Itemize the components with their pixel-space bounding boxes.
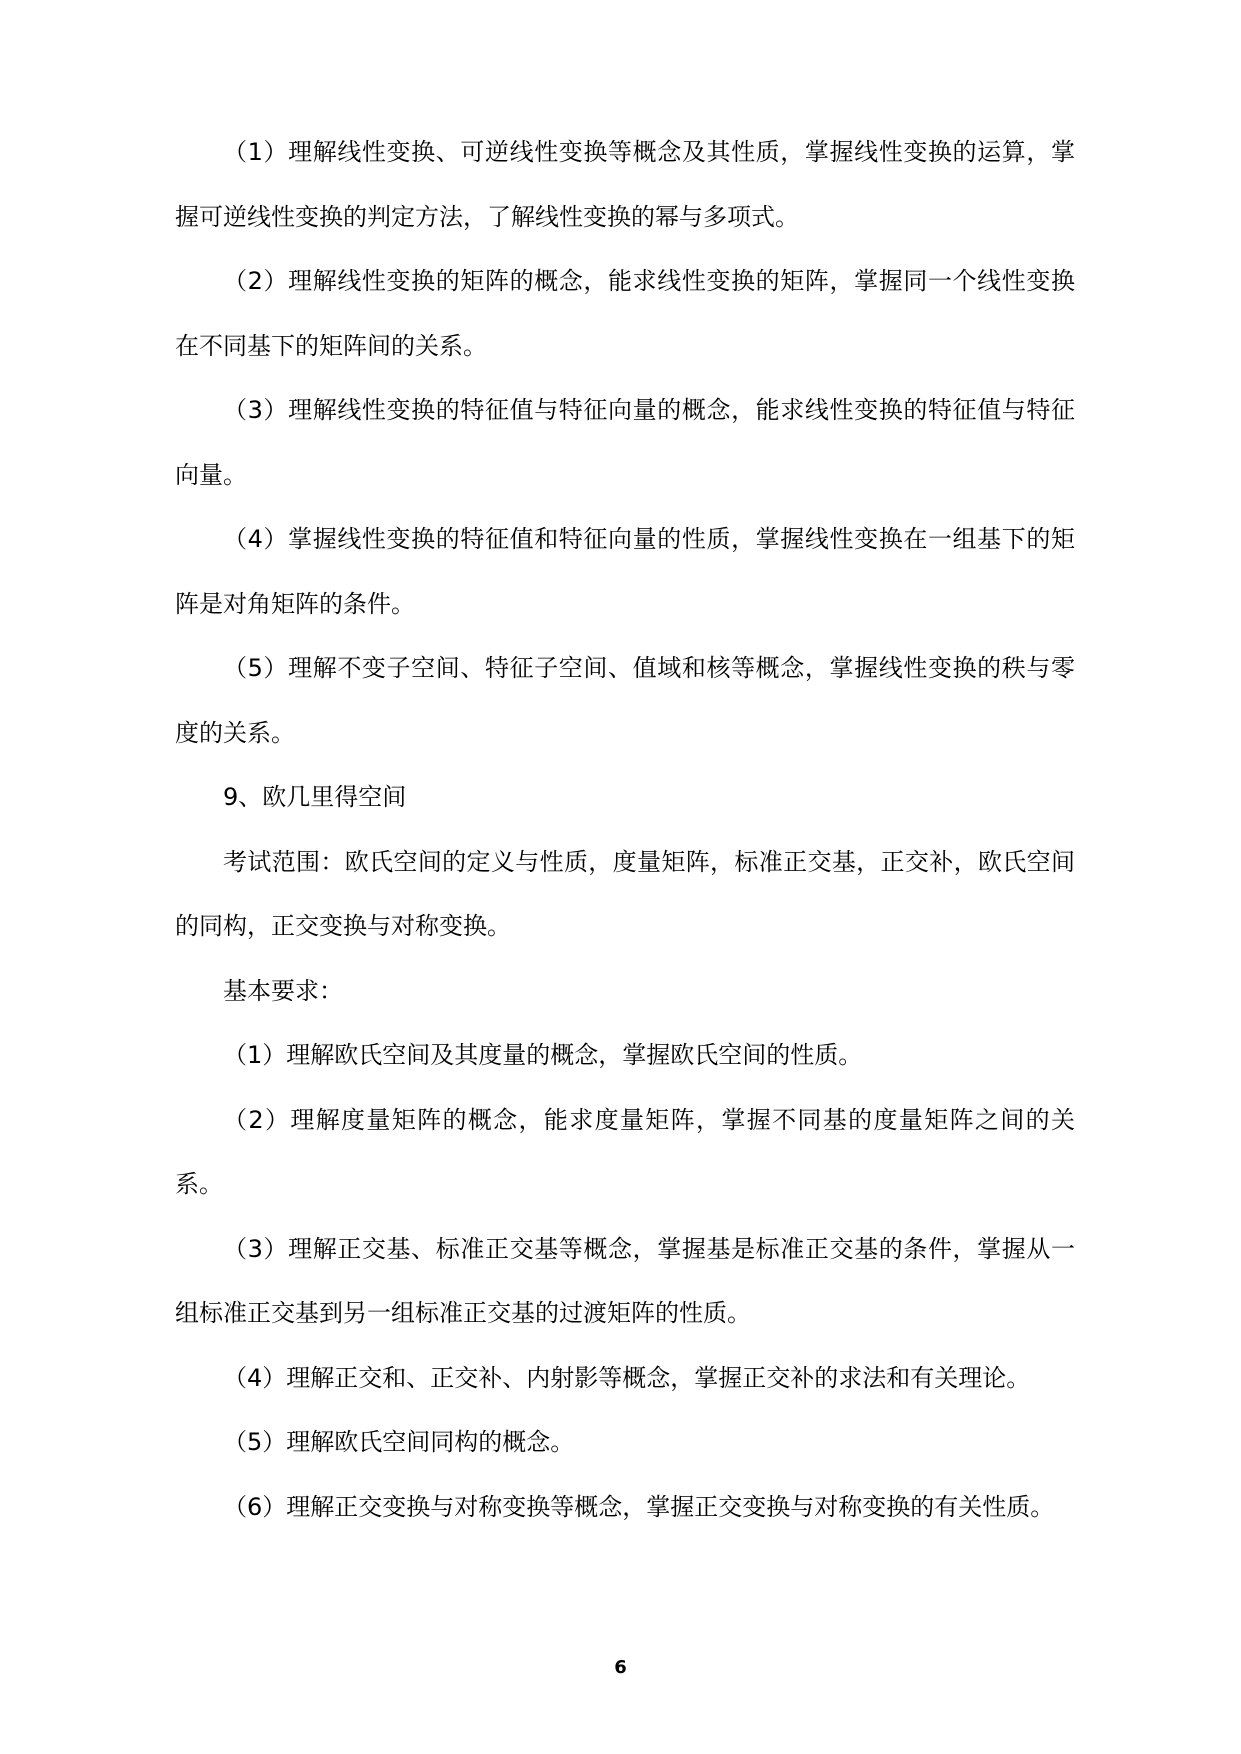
document-body	[175, 120, 1075, 1539]
paragraph-linear-transform-4: （4）掌握线性变换的特征值和特征向量的性质，掌握线性变换在一组基下的矩阵是对角矩阵的条件。	[175, 525, 1075, 618]
paragraph-linear-transform-2: （2）理解线性变换的矩阵的概念，能求线性变换的矩阵，掌握同一个线性变换在不同基下的矩阵间的关系。	[175, 267, 1075, 360]
paragraph-basic-requirements-label: 基本要求：	[223, 976, 343, 1005]
page-number: 6	[614, 1657, 627, 1678]
section-heading-euclidean-space: 9、欧几里得空间	[223, 783, 407, 811]
paragraph-linear-transform-3: （3）理解线性变换的特征值与特征向量的概念，能求线性变换的特征值与特征向量。	[175, 396, 1075, 489]
paragraph-linear-transform-5: （5）理解不变子空间、特征子空间、值域和核等概念，掌握线性变换的秩与零度的关系。	[175, 654, 1075, 747]
paragraph-euclidean-3: （3）理解正交基、标准正交基等概念，掌握基是标准正交基的条件，掌握从一组标准正交基到另一组标准正交基的过渡矩阵的性质。	[175, 1234, 1075, 1327]
paragraph-euclidean-2: （2）理解度量矩阵的概念，能求度量矩阵，掌握不同基的度量矩阵之间的关系。	[175, 1105, 1075, 1198]
paragraph-euclidean-6: （6）理解正交变换与对称变换等概念，掌握正交变换与对称变换的有关性质。	[223, 1492, 1055, 1521]
paragraph-euclidean-1: （1）理解欧氏空间及其度量的概念，掌握欧氏空间的性质。	[223, 1041, 863, 1069]
paragraph-euclidean-5: （5）理解欧氏空间同构的概念。	[223, 1428, 575, 1456]
paragraph-exam-scope: 考试范围：欧氏空间的定义与性质，度量矩阵，标准正交基，正交补，欧氏空间的同构，正交变换与对称变换。	[175, 847, 1075, 940]
paragraph-euclidean-4: （4）理解正交和、正交补、内射影等概念，掌握正交补的求法和有关理论。	[223, 1363, 1031, 1392]
paragraph-linear-transform-1: （1）理解线性变换、可逆线性变换等概念及其性质，掌握线性变换的运算，掌握可逆线性变换的判定方法，了解线性变换的幂与多项式。	[175, 138, 1075, 231]
